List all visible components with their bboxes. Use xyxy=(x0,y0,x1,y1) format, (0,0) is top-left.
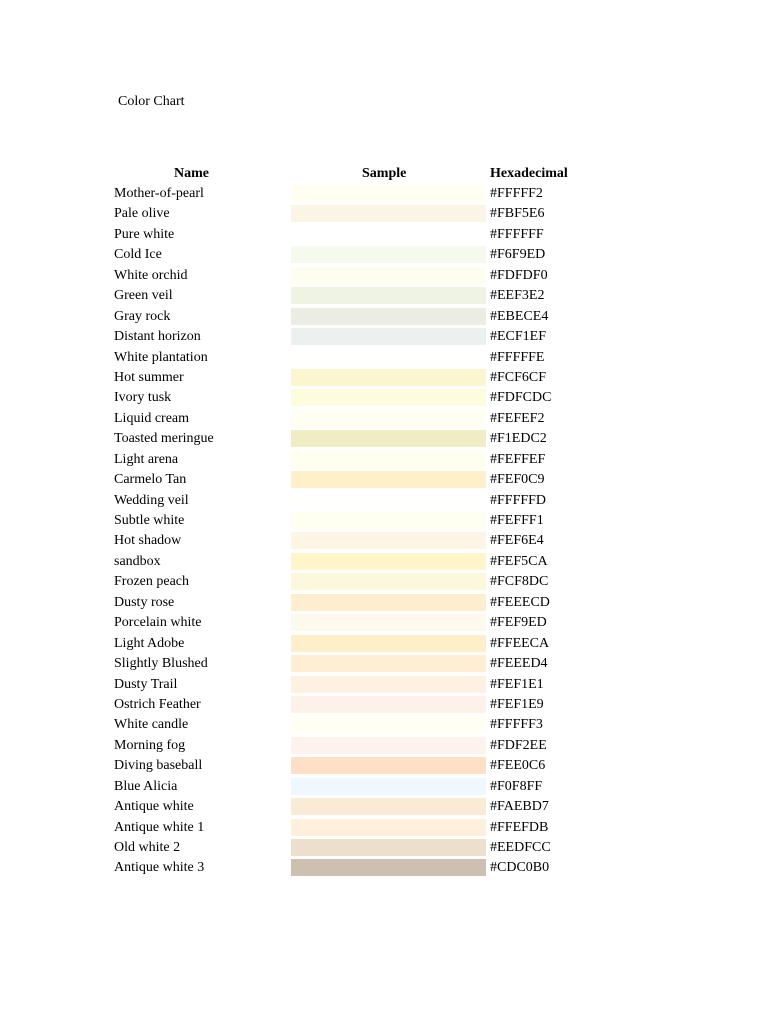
color-sample-swatch xyxy=(291,328,486,345)
color-hex-value: #FFFFF3 xyxy=(490,717,543,733)
color-name: Cold Ice xyxy=(114,247,162,263)
color-sample-swatch xyxy=(291,267,486,284)
color-hex-value: #FAEBD7 xyxy=(490,799,549,815)
color-sample-swatch xyxy=(291,655,486,672)
color-name: Distant horizon xyxy=(114,329,201,345)
color-name: Ivory tusk xyxy=(114,390,172,406)
table-row xyxy=(110,204,590,224)
color-name: Wedding veil xyxy=(114,492,189,508)
color-name: Dusty Trail xyxy=(114,676,178,692)
color-hex-value: #FEF5CA xyxy=(490,553,548,569)
color-hex-value: #FEF6E4 xyxy=(490,533,544,549)
color-sample-swatch xyxy=(291,696,486,713)
color-name: Antique white xyxy=(114,799,194,815)
color-sample-swatch xyxy=(291,635,486,652)
color-hex-value: #ECF1EF xyxy=(490,329,547,345)
color-hex-value: #FCF8DC xyxy=(490,574,549,590)
table-row xyxy=(110,797,590,817)
color-hex-value: #F1EDC2 xyxy=(490,431,547,447)
color-sample-swatch xyxy=(291,553,486,570)
color-hex-value: #FEF1E9 xyxy=(490,696,544,712)
color-sample-swatch xyxy=(291,430,486,447)
color-hex-value: #FFEFDB xyxy=(490,819,549,835)
color-name: Ostrich Feather xyxy=(114,696,201,712)
table-row xyxy=(110,634,590,654)
color-name: Green veil xyxy=(114,288,173,304)
color-name: Subtle white xyxy=(114,513,185,528)
color-hex-value: #FEF9ED xyxy=(490,615,547,631)
color-sample-swatch xyxy=(291,226,486,243)
table-row xyxy=(110,818,590,838)
color-name: Light Adobe xyxy=(114,635,185,651)
color-table xyxy=(110,164,590,879)
document-title: Color Chart xyxy=(118,94,185,109)
color-sample-swatch xyxy=(291,716,486,733)
color-sample-swatch xyxy=(291,369,486,386)
color-hex-value: #FFEECA xyxy=(490,635,550,651)
table-row xyxy=(110,368,590,388)
color-hex-value: #FFFFFD xyxy=(490,492,547,508)
table-row xyxy=(110,552,590,572)
table-header xyxy=(110,164,590,184)
table-row xyxy=(110,266,590,286)
table-row xyxy=(110,348,590,368)
color-sample-swatch xyxy=(291,839,486,856)
color-hex-value: #FDFDF0 xyxy=(490,267,548,283)
color-hex-value: #FFFFFF xyxy=(490,226,544,242)
column-header-hex: Hexadecimal xyxy=(490,166,568,181)
color-hex-value: #EBECE4 xyxy=(490,308,549,324)
table-row xyxy=(110,429,590,449)
table-row xyxy=(110,511,590,531)
color-name: Hot shadow xyxy=(114,533,182,549)
color-hex-value: #FEF1E1 xyxy=(490,676,544,692)
color-name: Morning fog xyxy=(114,737,186,753)
color-name: Old white 2 xyxy=(114,840,181,855)
color-hex-value: #FDF2EE xyxy=(490,737,547,753)
color-hex-value: #FEFFF1 xyxy=(490,513,544,528)
color-name: White orchid xyxy=(114,267,188,283)
table-row xyxy=(110,593,590,613)
color-name: Frozen peach xyxy=(114,574,190,590)
color-hex-value: #FEF0C9 xyxy=(490,472,545,488)
color-sample-swatch xyxy=(291,819,486,836)
color-sample-swatch xyxy=(291,246,486,263)
color-hex-value: #EEDFCC xyxy=(490,840,551,855)
color-sample-swatch xyxy=(291,778,486,795)
color-name: White candle xyxy=(114,717,189,733)
color-name: Pale olive xyxy=(114,206,170,222)
color-name: Mother-of-pearl xyxy=(114,186,204,201)
color-name: Hot summer xyxy=(114,369,184,385)
color-sample-swatch xyxy=(291,532,486,549)
color-name: Dusty rose xyxy=(114,594,175,610)
color-sample-swatch xyxy=(291,185,486,202)
color-sample-swatch xyxy=(291,614,486,631)
table-row xyxy=(110,858,590,878)
table-row xyxy=(110,245,590,265)
color-hex-value: #FEEECD xyxy=(490,594,550,610)
table-row xyxy=(110,777,590,797)
color-hex-value: #FEFEF2 xyxy=(490,410,545,426)
table-row xyxy=(110,470,590,490)
table-row xyxy=(110,184,590,204)
color-name: Gray rock xyxy=(114,308,171,324)
color-hex-value: #CDC0B0 xyxy=(490,860,550,876)
color-sample-swatch xyxy=(291,757,486,774)
table-row xyxy=(110,307,590,327)
table-row xyxy=(110,838,590,858)
column-header-sample: Sample xyxy=(362,166,407,181)
color-sample-swatch xyxy=(291,512,486,529)
color-name: White plantation xyxy=(114,349,208,365)
color-name: Carmelo Tan xyxy=(114,472,187,488)
color-hex-value: #EEF3E2 xyxy=(490,288,545,304)
table-row xyxy=(110,450,590,470)
color-sample-swatch xyxy=(291,451,486,468)
color-hex-value: #FFFFFE xyxy=(490,349,545,365)
color-name: Antique white 1 xyxy=(114,819,205,835)
table-row xyxy=(110,756,590,776)
table-row xyxy=(110,286,590,306)
color-hex-value: #FDFCDC xyxy=(490,390,552,406)
table-row xyxy=(110,613,590,633)
color-hex-value: #FBF5E6 xyxy=(490,206,545,222)
color-sample-swatch xyxy=(291,594,486,611)
table-body xyxy=(110,184,590,879)
table-row xyxy=(110,531,590,551)
color-sample-swatch xyxy=(291,573,486,590)
color-sample-swatch xyxy=(291,798,486,815)
table-row xyxy=(110,715,590,735)
color-sample-swatch xyxy=(291,492,486,509)
color-sample-swatch xyxy=(291,205,486,222)
color-name: Light arena xyxy=(114,451,179,467)
color-sample-swatch xyxy=(291,389,486,406)
color-hex-value: #F6F9ED xyxy=(490,247,546,263)
column-header-name: Name xyxy=(174,166,209,181)
table-row xyxy=(110,675,590,695)
color-name: Toasted meringue xyxy=(114,431,214,447)
color-name: Diving baseball xyxy=(114,758,203,774)
color-sample-swatch xyxy=(291,287,486,304)
table-row xyxy=(110,654,590,674)
color-hex-value: #F0F8FF xyxy=(490,778,543,794)
color-hex-value: #FFFFF2 xyxy=(490,186,543,201)
color-hex-value: #FCF6CF xyxy=(490,369,547,385)
color-sample-swatch xyxy=(291,308,486,325)
color-sample-swatch xyxy=(291,859,486,876)
color-name: Pure white xyxy=(114,226,175,242)
color-name: Blue Alicia xyxy=(114,778,178,794)
color-name: Antique white 3 xyxy=(114,860,205,876)
color-sample-swatch xyxy=(291,676,486,693)
table-row xyxy=(110,695,590,715)
color-hex-value: #FEE0C6 xyxy=(490,758,546,774)
table-row xyxy=(110,736,590,756)
color-sample-swatch xyxy=(291,737,486,754)
color-sample-swatch xyxy=(291,471,486,488)
color-name: Porcelain white xyxy=(114,615,202,631)
color-name: Liquid cream xyxy=(114,410,190,426)
table-row xyxy=(110,388,590,408)
color-hex-value: #FEEED4 xyxy=(490,656,548,672)
color-sample-swatch xyxy=(291,349,486,366)
table-row xyxy=(110,572,590,592)
color-name: Slightly Blushed xyxy=(114,656,208,672)
table-row xyxy=(110,409,590,429)
color-name: sandbox xyxy=(114,553,161,569)
table-row xyxy=(110,491,590,511)
color-hex-value: #FEFFEF xyxy=(490,451,546,467)
table-row xyxy=(110,327,590,347)
color-sample-swatch xyxy=(291,410,486,427)
table-row xyxy=(110,225,590,245)
